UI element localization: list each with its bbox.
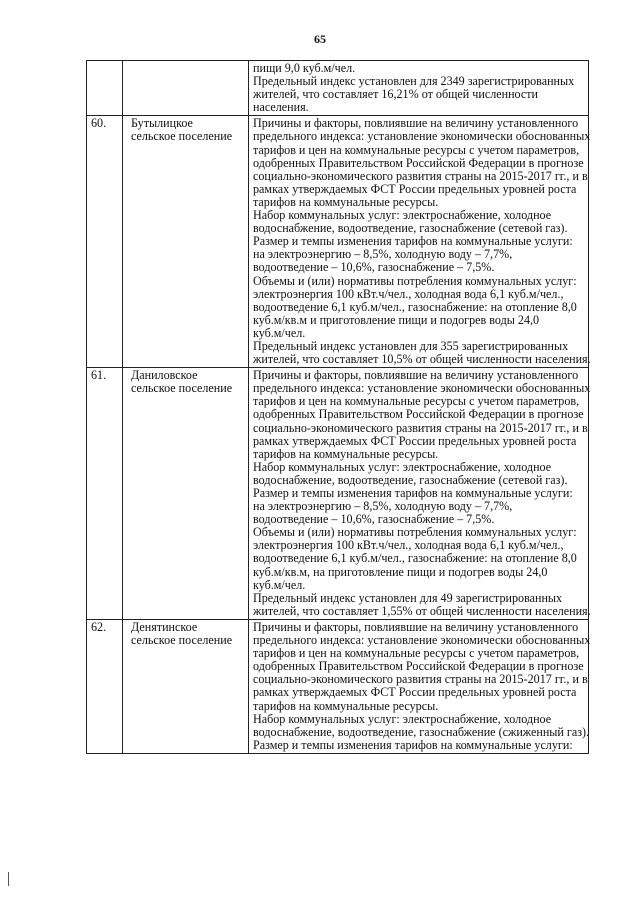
description-line: одобренных Правительством Российской Федерации в прогнозе [253, 407, 584, 422]
description-line: жителей, что составляет 1,55% от общей численности населения. [253, 603, 591, 618]
row-number-cell [87, 61, 123, 116]
description-line: куб.м/чел. [253, 325, 306, 340]
scan-margin-mark [8, 872, 9, 886]
description-line: Размер и темпы изменения тарифов на коммунальные услуги: [253, 737, 573, 752]
description-line: рамках утверждаемых ФСТ России предельных уровней роста [253, 685, 577, 700]
description-line: тарифов и цен на коммунальные ресурсы с учетом параметров, [253, 394, 580, 409]
description-line: одобренных Правительством Российской Федерации в прогнозе [253, 155, 584, 170]
description-line: Причины и факторы, повлиявшие на величину установленного [253, 619, 579, 634]
description-cell [249, 368, 589, 620]
table-row [87, 619, 589, 753]
row-number: 61. [91, 368, 107, 383]
table-body [87, 61, 589, 754]
description-line: Набор коммунальных услуг: электроснабжение, холодное [253, 711, 552, 726]
description-line: Причины и факторы, повлиявшие на величину установленного [253, 116, 579, 131]
settlement-name-line: Бутылицкое [131, 116, 193, 131]
settlement-name-line: Даниловское [131, 368, 198, 383]
description-line: водоотведение 6,1 куб.м/чел., газоснабжение: на отопление 8,0 [253, 551, 577, 566]
description-line: жителей, что составляет 16,21% от общей численности [253, 87, 539, 102]
description-line: одобренных Правительством Российской Федерации в прогнозе [253, 659, 584, 674]
description-line: Набор коммунальных услуг: электроснабжение, холодное [253, 459, 552, 474]
description-line: электроэнергия 100 кВт.ч/чел., холодная вода 6,1 куб.м/чел., [253, 286, 564, 301]
description-line: куб.м/кв.м, на приготовление пищи и подогрев воды 24,0 [253, 564, 548, 579]
description-line: тарифов и цен на коммунальные ресурсы с учетом параметров, [253, 646, 580, 661]
description-line: Предельный индекс установлен для 355 зарегистрированных [253, 338, 569, 353]
description-line: куб.м/чел. [253, 577, 306, 592]
description-line: тарифов на коммунальные ресурсы. [253, 194, 439, 209]
description-line: рамках утверждаемых ФСТ России предельных уровней роста [253, 181, 577, 196]
description-line: Набор коммунальных услуг: электроснабжение, холодное [253, 208, 552, 223]
description-line: Размер и темпы изменения тарифов на коммунальные услуги: [253, 234, 573, 249]
table-row [87, 61, 589, 116]
description-line: пищи 9,0 куб.м/чел. [253, 61, 356, 75]
settlement-name-line: сельское поселение [131, 129, 233, 144]
description-line: социально-экономического развития страны на 2015-2017 гг., и в [253, 168, 588, 183]
description-line: водоотведение – 10,6%, газоснабжение – 7,5%. [253, 512, 495, 527]
description-line: электроэнергия 100 кВт.ч/чел., холодная вода 6,1 куб.м/чел., [253, 538, 564, 553]
settlement-name-cell [123, 61, 249, 116]
row-number: 60. [91, 116, 107, 131]
description-line: рамках утверждаемых ФСТ России предельных уровней роста [253, 433, 577, 448]
description-line: тарифов на коммунальные ресурсы. [253, 698, 439, 713]
settlement-name-line: сельское поселение [131, 633, 233, 648]
settlement-name-cell [123, 116, 249, 368]
description-line: куб.м/кв.м и приготовление пищи и подогрев воды 24,0 [253, 312, 540, 327]
description-line: водоотведение 6,1 куб.м/чел., газоснабжение: на отопление 8,0 [253, 299, 577, 314]
description-line: Причины и факторы, повлиявшие на величину установленного [253, 368, 579, 383]
description-line: Объемы и (или) нормативы потребления коммунальных услуг: [253, 273, 577, 288]
table-row [87, 368, 589, 620]
description-line: водоснабжение, водоотведение, газоснабжение (сжиженный газ). [253, 724, 590, 739]
description-line: предельного индекса: установление экономически обоснованных [253, 633, 591, 648]
description-line: предельного индекса: установление экономически обоснованных [253, 381, 591, 396]
settlement-name-line: сельское поселение [131, 381, 233, 396]
description-line: социально-экономического развития страны на 2015-2017 гг., и в [253, 672, 588, 687]
description-cell [249, 116, 589, 368]
row-number-cell [87, 619, 123, 753]
description-line: Предельный индекс установлен для 49 зарегистрированных [253, 590, 563, 605]
indices-table [86, 60, 589, 754]
description-line: тарифов на коммунальные ресурсы. [253, 446, 439, 461]
description-line: жителей, что составляет 10,5% от общей численности населения. [253, 352, 591, 367]
description-line: предельного индекса: установление экономически обоснованных [253, 129, 591, 144]
description-line: водоснабжение, водоотведение, газоснабжение (сетевой газ). [253, 472, 568, 487]
description-line: населения. [253, 100, 309, 115]
description-line: тарифов и цен на коммунальные ресурсы с учетом параметров, [253, 142, 580, 157]
settlement-name-cell [123, 368, 249, 620]
row-number: 62. [91, 619, 107, 634]
settlement-name-cell [123, 619, 249, 753]
description-line: Предельный индекс установлен для 2349 зарегистрированных [253, 74, 575, 89]
description-line: Размер и темпы изменения тарифов на коммунальные услуги: [253, 486, 573, 500]
description-line: на электроэнергию – 8,5%, холодную воду – 7,7%, [253, 499, 513, 514]
description-line: социально-экономического развития страны на 2015-2017 гг., и в [253, 420, 588, 435]
page-number: 65 [314, 32, 326, 46]
description-line: водоотведение – 10,6%, газоснабжение – 7,5%. [253, 260, 495, 275]
description-line: на электроэнергию – 8,5%, холодную воду – 7,7%, [253, 247, 513, 262]
description-cell [249, 619, 589, 753]
description-line: водоснабжение, водоотведение, газоснабжение (сетевой газ). [253, 221, 568, 236]
settlement-name-line: Денятинское [131, 619, 198, 634]
description-line: Объемы и (или) нормативы потребления коммунальных услуг: [253, 525, 577, 540]
description-cell [249, 61, 589, 116]
row-number-cell [87, 368, 123, 620]
table-row [87, 116, 589, 368]
row-number-cell [87, 116, 123, 368]
